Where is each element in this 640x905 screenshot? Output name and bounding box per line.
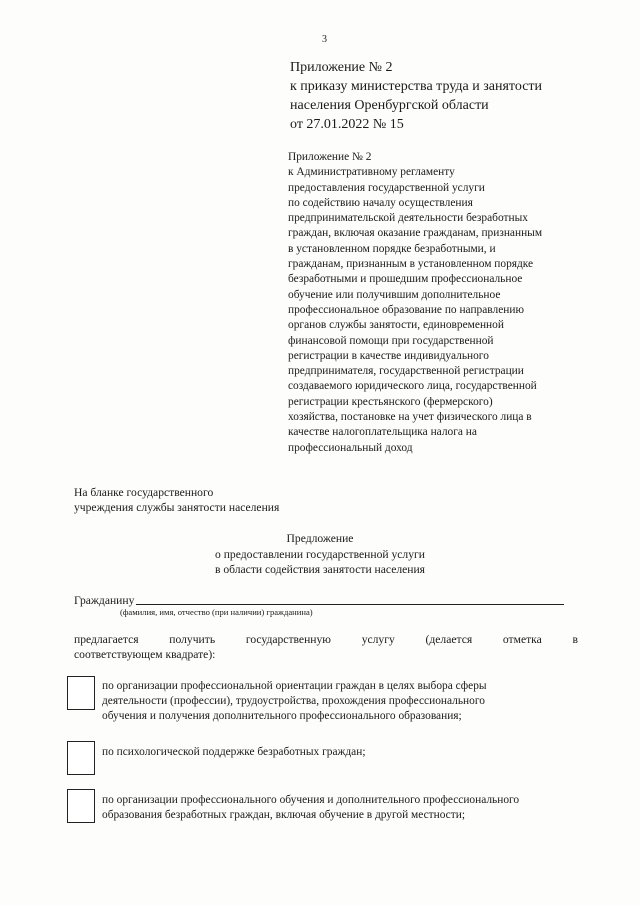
regulation-line: хозяйства, постановке на учет физического лица в [288,411,532,424]
regulation-line: регистрации крестьянского (фермерского) [288,395,493,408]
citizen-field [74,592,564,607]
offer-word: отметка [502,633,542,646]
offer-word: в [572,633,578,646]
option-line: по организации профессионального обучения и дополнительного профессионального [102,794,520,806]
offer-line: соответствующем квадрате): [74,648,216,661]
option-line: по организации профессиональной ориентации граждан в целях выбора сферы [102,680,487,692]
document-title-line: в области содействия занятости населения [214,563,426,576]
option-line: образования безработных граждан, включая обучение в другой местности; [102,809,465,821]
letterhead-note-line: учреждения службы занятости населения [74,501,280,514]
order-appendix-header [290,58,620,134]
regulation-line: создаваемого юридического лица, государственной [288,380,537,393]
regulation-line: органов службы занятости, единовременной [288,319,504,332]
regulation-line: предоставления государственной услуги [288,181,485,194]
option-line: деятельности (профессии), трудоустройства, прохождения профессионального [102,695,485,707]
citizen-label: Гражданину [74,594,135,607]
order-appendix-line: населения Оренбургской области [290,98,489,113]
option-line: по психологической поддержке безработных граждан; [102,746,366,758]
regulation-line: граждан, включая оказание гражданам, признанным [288,227,543,240]
regulation-line: финансовой помощи при государственной [288,334,494,347]
regulation-line: гражданам, признанным в установленном порядке [288,258,534,271]
regulation-line: по содействию началу осуществления [288,196,473,209]
regulation-line: Приложение № 2 [288,151,372,163]
option-text [102,679,577,724]
regulation-line: качестве налогоплательщика налога на [288,426,477,439]
offer-word: государственную [245,633,331,646]
order-appendix-line: от 27.01.2022 № 15 [290,117,404,132]
offer-word: предлагается [74,633,139,646]
citizen-name-line[interactable] [136,592,564,605]
regulation-line: регистрации в качестве индивидуального [288,349,489,362]
option-checkbox[interactable] [67,676,95,710]
regulation-line: предпринимательской деятельности безработных [288,212,528,225]
document-title-line: Предложение [286,532,354,545]
option-checkbox[interactable] [67,789,95,823]
letterhead-note [74,485,279,515]
offer-line [74,632,578,647]
page-number: 3 [322,34,327,45]
order-appendix-line: к приказу министерства труда и занятости [290,79,543,94]
document-title [130,531,510,578]
option-checkbox[interactable] [67,741,95,775]
letterhead-note-line: На бланке государственного [74,486,214,499]
offer-paragraph [74,632,578,662]
regulation-line: профессиональный доход [288,441,413,454]
regulation-line: предпринимателя, государственной регистрации [288,365,524,378]
regulation-line: в установленном порядке безработными, и [288,242,496,255]
regulation-appendix-header [288,150,598,456]
regulation-line: профессиональное образование по направлению [288,303,524,316]
citizen-caption: (фамилия, имя, отчество (при наличии) гражданина) [120,607,313,617]
offer-word: услугу [361,633,395,646]
regulation-line: обучение или получившим дополнительное [288,288,501,301]
option-text [102,745,577,760]
document-title-line: о предоставлении государственной услуги [215,547,425,561]
regulation-line: безработными и прошедшим профессиональное [288,273,523,286]
regulation-line: к Административному регламенту [288,166,455,179]
order-appendix-line: Приложение № 2 [290,60,393,75]
offer-word: получить [169,633,216,646]
option-text [102,793,577,823]
offer-word: (делается [425,633,473,646]
option-line: обучения и получения дополнительного профессионального образования; [102,710,462,722]
